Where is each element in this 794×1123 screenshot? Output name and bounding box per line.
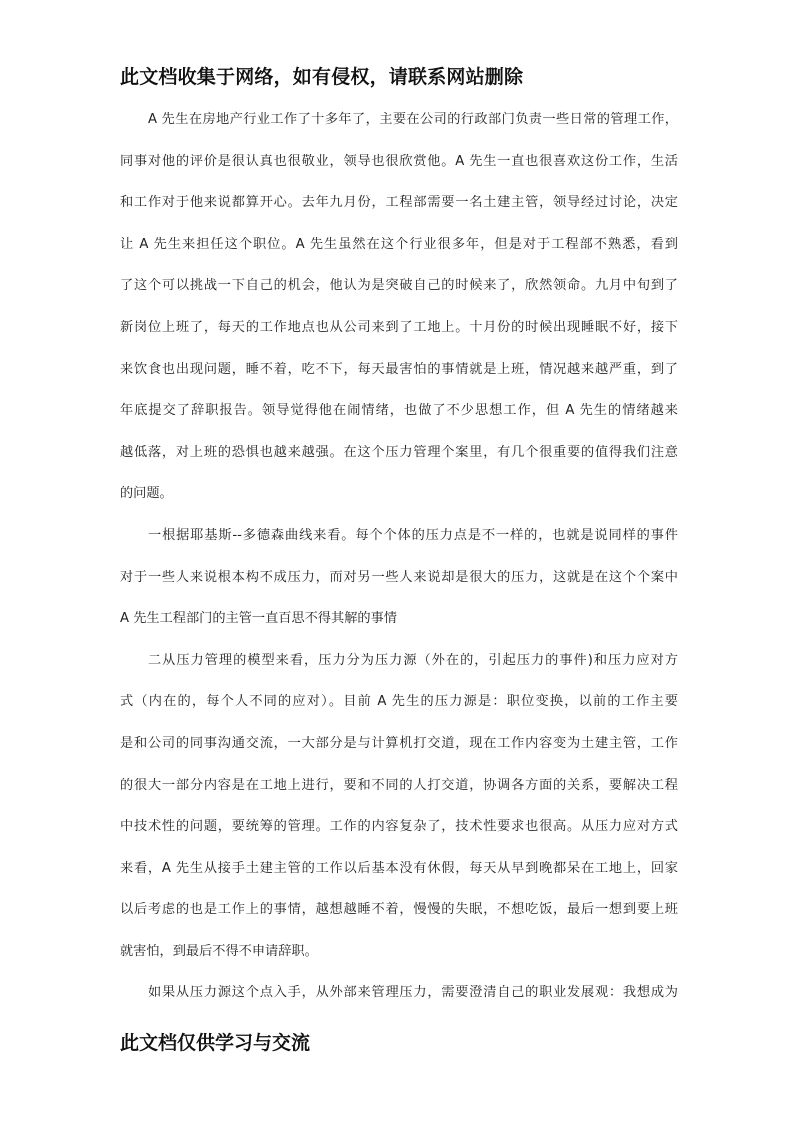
paragraph-1-line-1: A 先生在房地产行业工作了十多年了，主要在公司的行政部门负责一些日常的管理工作， — [148, 112, 678, 127]
paragraph-3-line-1: 二从压力管理的模型来看，压力分为压力源（外在的，引起压力的事件)和压力应对方 — [148, 652, 678, 668]
paragraph-3-line-2: 式（内在的，每个人不同的应对）。目前 A 先生的压力源是：职位变换，以前的工作主要 — [120, 694, 678, 710]
paragraph-1-line-6: 新岗位上班了，每天的工作地点也从公司来到了工地上。十月份的时候出现睡眠不好，接下 — [120, 319, 678, 335]
paragraph-1-line-2: 同事对他的评价是很认真也很敬业，领导也很欣赏他。A 先生一直也很喜欢这份工作，生活 — [120, 153, 678, 169]
paragraph-1-line-10: 的问题。 — [120, 486, 173, 502]
header-title: 此文档收集于网络，如有侵权，请联系网站删除 — [120, 66, 524, 88]
paragraph-3-line-4: 的很大一部分内容是在工地上进行，要和不同的人打交道，协调各方面的关系，要解决工程 — [120, 777, 678, 793]
paragraph-2-line-2: 对于一些人来说根本构不成压力，而对另一些人来说却是很大的压力，这就是在这个个案中 — [120, 569, 678, 585]
paragraph-1-line-7: 来饮食也出现问题，睡不着，吃不下，每天最害怕的事情就是上班，情况越来越严重，到了 — [120, 361, 678, 377]
paragraph-3-line-7: 以后考虑的也是工作上的事情，越想越睡不着，慢慢的失眠，不想吃饭，最后一想到要上班 — [120, 902, 678, 918]
body-text — [120, 106, 678, 1021]
paragraph-3-line-5: 中技术性的问题，要统筹的管理。工作的内容复杂了，技术性要求也很高。从压力应对方式 — [120, 819, 678, 835]
paragraph-3-line-6: 来看，A 先生从接手土建主管的工作以后基本没有休假，每天从早到晚都呆在工地上，回家 — [120, 860, 678, 876]
paragraph-1-line-5: 了这个可以挑战一下自己的机会，他认为是突破自己的时候来了，欣然领命。九月中旬到了 — [120, 278, 678, 294]
paragraph-3-line-3: 是和公司的同事沟通交流，一大部分是与计算机打交道，现在工作内容变为土建主管，工作 — [120, 735, 678, 751]
footer-title: 此文档仅供学习与交流 — [120, 1032, 311, 1054]
paragraph-1-line-9: 越低落，对上班的恐惧也越来越强。在这个压力管理个案里，有几个很重要的值得我们注意 — [120, 444, 678, 460]
paragraph-2-line-1: 一根据耶基斯--多德森曲线来看。每个个体的压力点是不一样的，也就是说同样的事件 — [148, 527, 678, 543]
paragraph-1-line-4: 让 A 先生来担任这个职位。A 先生虽然在这个行业很多年，但是对于工程部不熟悉，看到 — [120, 236, 678, 252]
paragraph-4-line-1: 如果从压力源这个点入手，从外部来管理压力，需要澄清自己的职业发展观：我想成为 — [148, 985, 678, 1001]
paragraph-3-line-8: 就害怕，到最后不得不申请辞职。 — [120, 943, 318, 959]
paragraph-2-line-3: A 先生工程部门的主管一直百思不得其解的事情 — [120, 611, 397, 627]
paragraph-1-line-3: 和工作对于他来说都算开心。去年九月份，工程部需要一名土建主管，领导经过讨论，决定 — [120, 195, 678, 211]
paragraph-1-line-8: 年底提交了辞职报告。领导觉得他在闹情绪，也做了不少思想工作，但 A 先生的情绪越来 — [120, 403, 678, 419]
